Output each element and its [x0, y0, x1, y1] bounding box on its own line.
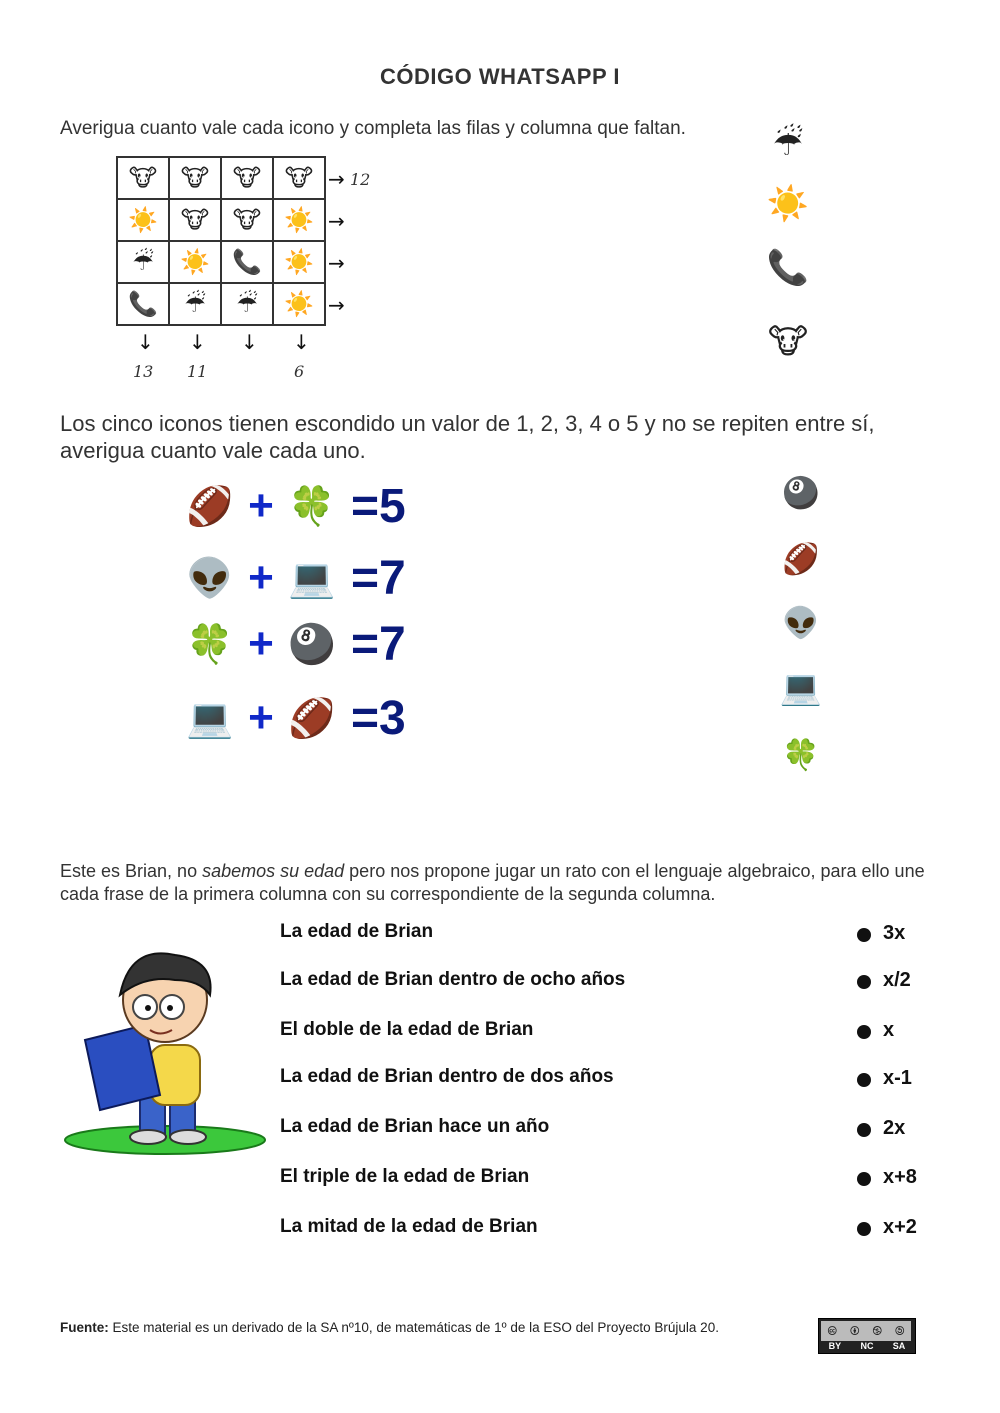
- row-arrow-icon: →: [328, 251, 345, 275]
- grid-row: [117, 241, 325, 283]
- cow-icon: 🐮: [232, 164, 262, 192]
- expression-item: x/2: [883, 969, 911, 991]
- instruction-italic: sabemos su edad: [202, 861, 345, 881]
- umbrella-icon: ☔: [772, 124, 804, 164]
- grid-cell: [273, 241, 325, 283]
- whatsapp-icon: 📞: [766, 248, 810, 288]
- grid-cell: [273, 283, 325, 325]
- sa-icon: 🄎: [895, 1324, 904, 1339]
- plus-sign: +: [248, 693, 274, 742]
- instruction-text: Este es Brian, no: [60, 861, 203, 881]
- column-arrow-icon: ↓: [293, 330, 310, 354]
- grid-cell: [221, 157, 273, 199]
- match-dot[interactable]: [857, 928, 871, 942]
- column-arrow-icon: ↓: [137, 330, 154, 354]
- nc-icon: 🄏: [873, 1324, 882, 1339]
- phrase-item: La edad de Brian dentro de ocho años: [280, 969, 626, 990]
- expression-item: x+2: [883, 1216, 917, 1238]
- page-title: CÓDIGO WHATSAPP I: [380, 64, 620, 89]
- instruction-text: pero nos propone jugar un rato con el lenguaje algebraico, para ello une cada frase de la primera columna con su correspondiente de la segunda columna.: [60, 861, 925, 904]
- instruction-grid: Averigua cuanto vale cada icono y completa las filas y columna que faltan.: [60, 118, 686, 139]
- eight-ball-icon: 🎱: [782, 476, 820, 511]
- clover-icon: 🍀: [186, 621, 234, 666]
- grid-row: [117, 157, 325, 199]
- computer-icon: 💻: [779, 668, 823, 708]
- match-dot[interactable]: [857, 1172, 871, 1186]
- phrase-item: La edad de Brian: [280, 921, 434, 942]
- sun-icon: ☀️: [284, 248, 314, 276]
- cow-icon: 🐮: [284, 164, 314, 192]
- computer-icon: 💻: [186, 695, 234, 740]
- row-arrow-icon: →: [328, 209, 345, 233]
- column-total: 11: [187, 362, 208, 381]
- plus-sign: +: [248, 619, 274, 668]
- alien-icon: 👽: [782, 606, 820, 641]
- footer-text: Este material es un derivado de la SA nº10, de matemáticas de 1º de la ESO del Proyecto Brújula 20.: [108, 1320, 719, 1335]
- equation-result: =7: [351, 617, 406, 671]
- equation-row: [185, 550, 406, 606]
- instruction-matching: [60, 860, 960, 906]
- clover-icon: 🍀: [782, 738, 820, 773]
- column-arrow-icon: ↓: [189, 330, 206, 354]
- row-total: 12: [350, 170, 371, 189]
- by-icon: 🅯: [850, 1324, 859, 1339]
- equation-result: =3: [351, 691, 406, 745]
- grid-cell: [169, 157, 221, 199]
- grid-cell: [169, 199, 221, 241]
- grid-cell: [169, 283, 221, 325]
- whatsapp-icon: 📞: [232, 248, 262, 276]
- grid-cell: [117, 157, 169, 199]
- equation-row: [185, 690, 406, 746]
- column-total: 13: [133, 362, 154, 381]
- grid-cell: [221, 283, 273, 325]
- cow-icon: 🐮: [128, 164, 158, 192]
- expression-item: x+8: [883, 1166, 917, 1188]
- match-dot[interactable]: [857, 1025, 871, 1039]
- column-total: 6: [294, 362, 305, 381]
- umbrella-icon: ☔: [184, 290, 206, 318]
- grid-cell: [169, 241, 221, 283]
- match-dot[interactable]: [857, 1222, 871, 1236]
- football-icon: 🏈: [782, 542, 820, 577]
- phrase-item: El doble de la edad de Brian: [280, 1019, 534, 1040]
- grid-row: [117, 199, 325, 241]
- sun-icon: ☀️: [766, 184, 810, 224]
- match-dot[interactable]: [857, 975, 871, 989]
- equation-result: =7: [351, 551, 406, 605]
- cc-license-badge[interactable]: [818, 1318, 916, 1354]
- cc-icon: 🅭: [828, 1324, 837, 1339]
- phrase-item: La mitad de la edad de Brian: [280, 1216, 538, 1237]
- grid-cell: [117, 283, 169, 325]
- clover-icon: 🍀: [288, 483, 336, 528]
- cow-icon: 🐮: [767, 322, 809, 362]
- cow-icon: 🐮: [232, 206, 262, 234]
- grid-cell: [117, 241, 169, 283]
- expression-item: 3x: [883, 922, 906, 944]
- row-arrow-icon: →: [328, 167, 345, 191]
- match-dot[interactable]: [857, 1123, 871, 1137]
- grid-cell: [273, 199, 325, 241]
- expression-item: x-1: [883, 1067, 912, 1089]
- equation-row: [185, 478, 406, 534]
- equation-row: [185, 616, 406, 672]
- equation-result: =5: [351, 479, 406, 533]
- phrase-item: El triple de la edad de Brian: [280, 1166, 530, 1187]
- grid-cell: [221, 199, 273, 241]
- umbrella-icon: ☔: [236, 290, 258, 318]
- sun-icon: ☀️: [180, 248, 210, 276]
- license-label: BY: [828, 1341, 842, 1351]
- alien-icon: 👽: [186, 555, 234, 600]
- grid-cell: [117, 199, 169, 241]
- match-dot[interactable]: [857, 1073, 871, 1087]
- sun-icon: ☀️: [284, 206, 314, 234]
- grid-row: [117, 283, 325, 325]
- column-arrow-icon: ↓: [241, 330, 258, 354]
- football-icon: 🏈: [186, 483, 234, 528]
- eight-ball-icon: 🎱: [288, 621, 336, 666]
- cow-icon: 🐮: [180, 206, 210, 234]
- grid-cell: [221, 241, 273, 283]
- icon-grid: [116, 156, 326, 326]
- expression-item: 2x: [883, 1117, 906, 1139]
- instruction-equations: Los cinco iconos tienen escondido un valor de 1, 2, 3, 4 o 5 y no se repiten entre sí, averigua cuanto vale cada uno.: [60, 411, 875, 463]
- umbrella-icon: ☔: [132, 248, 154, 276]
- footer-label: Fuente:: [60, 1320, 109, 1335]
- phrase-item: La edad de Brian hace un año: [280, 1116, 550, 1137]
- cow-icon: 🐮: [180, 164, 210, 192]
- whatsapp-icon: 📞: [128, 290, 158, 318]
- sun-icon: ☀️: [284, 290, 314, 318]
- license-label: NC: [860, 1341, 874, 1351]
- brian-illustration: [60, 945, 270, 1165]
- sun-icon: ☀️: [128, 206, 158, 234]
- grid-cell: [273, 157, 325, 199]
- plus-sign: +: [248, 553, 274, 602]
- plus-sign: +: [248, 481, 274, 530]
- computer-icon: 💻: [288, 555, 336, 600]
- phrase-item: La edad de Brian dentro de dos años: [280, 1066, 614, 1087]
- footer-source: [60, 1320, 719, 1335]
- license-label: SA: [892, 1341, 906, 1351]
- row-arrow-icon: →: [328, 293, 345, 317]
- expression-item: x: [883, 1019, 895, 1041]
- football-icon: 🏈: [288, 695, 336, 740]
